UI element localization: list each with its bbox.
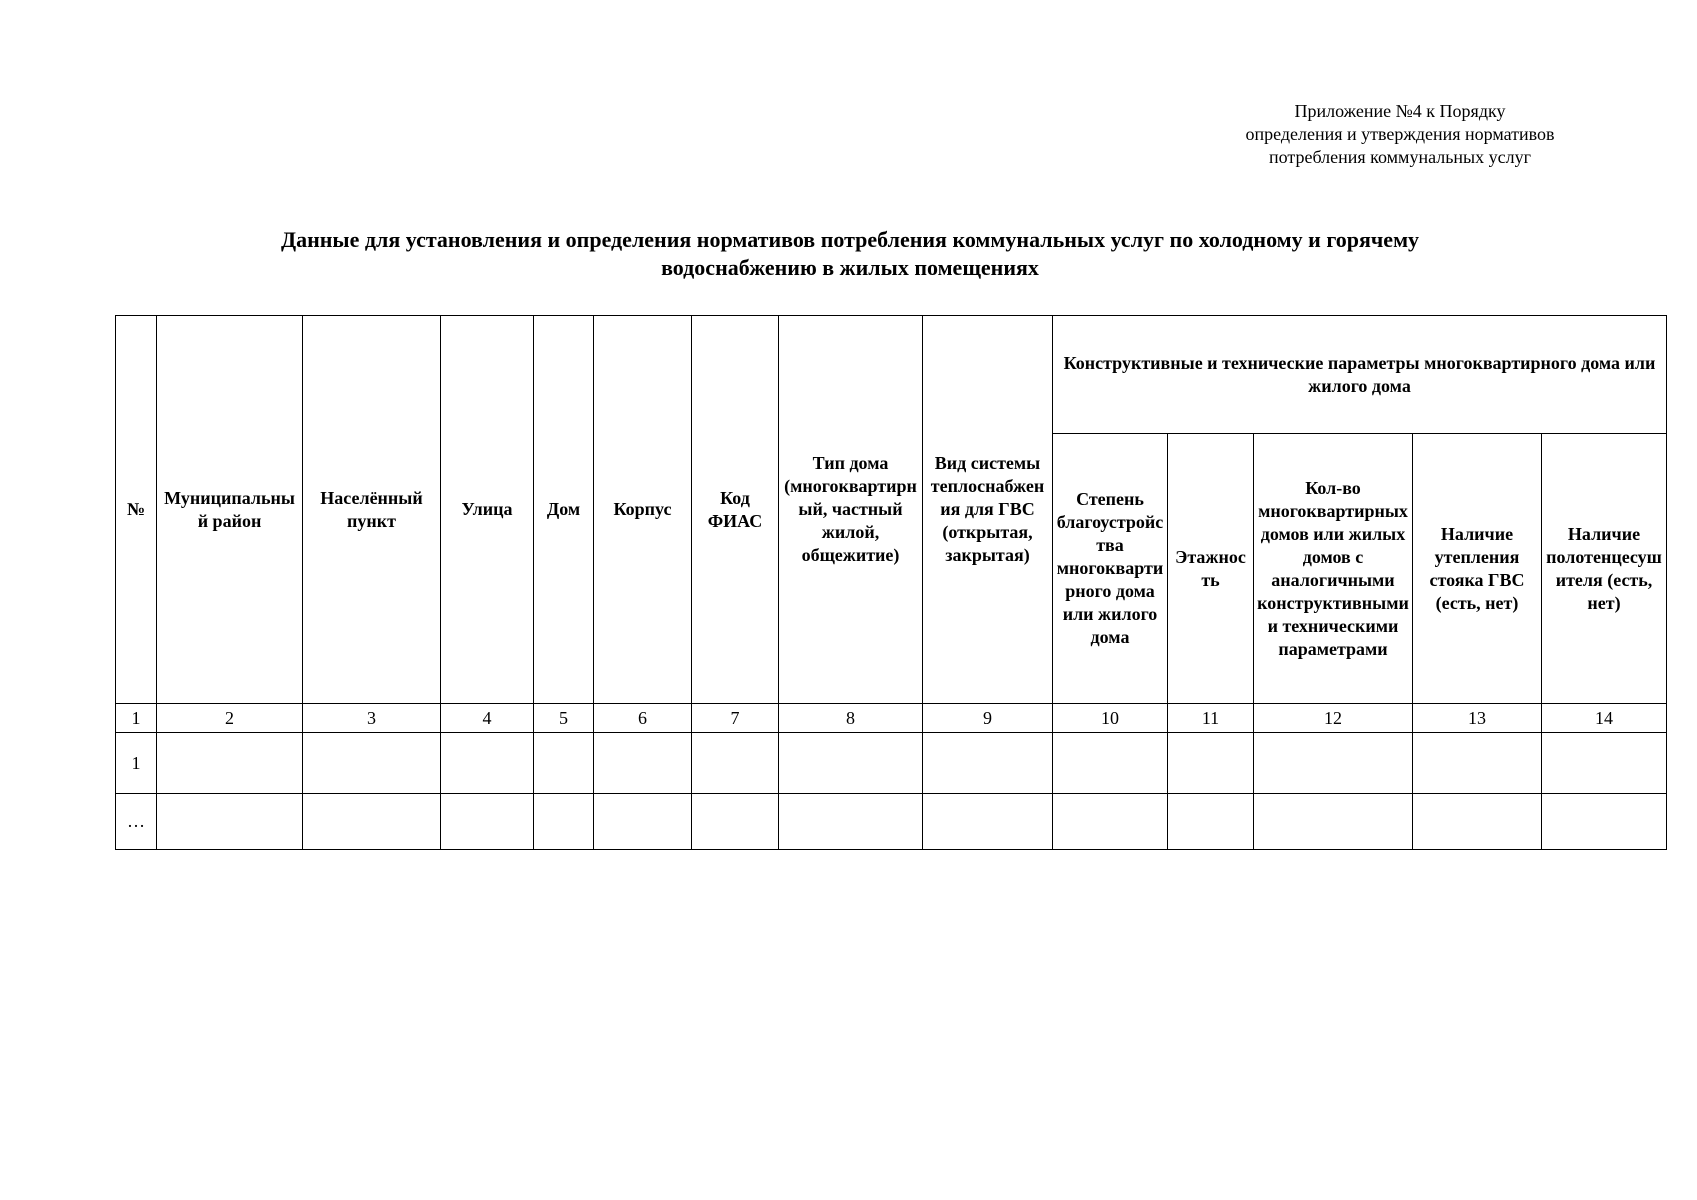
appendix-line: определения и утверждения нормативов bbox=[1245, 124, 1555, 144]
table-cell bbox=[1168, 794, 1254, 850]
table-cell bbox=[779, 794, 923, 850]
appendix-line: Приложение №4 к Порядку bbox=[1294, 101, 1506, 121]
table-cell bbox=[303, 794, 441, 850]
appendix-line: потребления коммунальных услуг bbox=[1268, 147, 1532, 167]
table-cell bbox=[1053, 794, 1168, 850]
table-cell bbox=[441, 733, 534, 794]
column-number-cell: 6 bbox=[594, 704, 692, 733]
table-cell: … bbox=[116, 794, 157, 850]
column-number-row bbox=[116, 704, 1667, 733]
table-cell bbox=[1542, 794, 1667, 850]
column-header-house-type: Тип дома (многоквартирный, частный жилой, общежитие) bbox=[779, 316, 923, 704]
column-header-towel-dryer: Наличие полотенцесушителя (есть, нет) bbox=[1542, 434, 1667, 704]
column-header-municipal-district: Муниципальный район bbox=[157, 316, 303, 704]
table-cell bbox=[157, 794, 303, 850]
table-cell bbox=[692, 794, 779, 850]
table-cell bbox=[692, 733, 779, 794]
column-number-cell: 9 bbox=[923, 704, 1053, 733]
table-cell bbox=[1542, 733, 1667, 794]
column-number-cell: 10 bbox=[1053, 704, 1168, 733]
column-number-cell: 12 bbox=[1254, 704, 1413, 733]
column-number-cell: 8 bbox=[779, 704, 923, 733]
data-table bbox=[115, 315, 1667, 850]
column-number-cell: 11 bbox=[1168, 704, 1254, 733]
table-cell bbox=[1254, 733, 1413, 794]
table-cell bbox=[594, 794, 692, 850]
table-cell bbox=[1168, 733, 1254, 794]
table-cell bbox=[594, 733, 692, 794]
column-header-number: № bbox=[116, 316, 157, 704]
table-row bbox=[116, 794, 1667, 850]
appendix-note bbox=[1180, 100, 1620, 169]
table-row bbox=[116, 733, 1667, 794]
column-number-cell: 13 bbox=[1413, 704, 1542, 733]
column-number-cell: 3 bbox=[303, 704, 441, 733]
column-header-similar-houses-count: Кол-во многоквартирных домов или жилых домов с аналогичными конструктивными и техническими параметрами bbox=[1254, 434, 1413, 704]
column-header-fias-code: Код ФИАС bbox=[692, 316, 779, 704]
table-cell bbox=[1053, 733, 1168, 794]
document-title-line: водоснабжению в жилых помещениях bbox=[661, 255, 1039, 280]
column-number-cell: 14 bbox=[1542, 704, 1667, 733]
column-header-heating-system: Вид системы теплоснабжения для ГВС (открытая, закрытая) bbox=[923, 316, 1053, 704]
table-cell bbox=[441, 794, 534, 850]
table-cell bbox=[1413, 733, 1542, 794]
table-cell bbox=[534, 794, 594, 850]
table-cell: 1 bbox=[116, 733, 157, 794]
table-cell bbox=[303, 733, 441, 794]
document-title bbox=[200, 226, 1500, 282]
group-header-building-parameters: Конструктивные и технические параметры многоквартирного дома или жилого дома bbox=[1053, 316, 1667, 434]
column-header-riser-insulation: Наличие утепления стояка ГВС (есть, нет) bbox=[1413, 434, 1542, 704]
document-title-line: Данные для установления и определения нормативов потребления коммунальных услуг по холодному и горячему bbox=[280, 227, 1420, 252]
column-number-cell: 5 bbox=[534, 704, 594, 733]
table-cell bbox=[534, 733, 594, 794]
table-cell bbox=[157, 733, 303, 794]
table-cell bbox=[923, 733, 1053, 794]
column-header-street: Улица bbox=[441, 316, 534, 704]
table-cell bbox=[779, 733, 923, 794]
table-cell bbox=[923, 794, 1053, 850]
column-header-improvement-degree: Степень благоустройства многоквартирного дома или жилого дома bbox=[1053, 434, 1168, 704]
table-cell bbox=[1254, 794, 1413, 850]
column-number-cell: 2 bbox=[157, 704, 303, 733]
column-number-cell: 4 bbox=[441, 704, 534, 733]
column-header-locality: Населённый пункт bbox=[303, 316, 441, 704]
column-number-cell: 7 bbox=[692, 704, 779, 733]
column-header-building: Корпус bbox=[594, 316, 692, 704]
column-header-house: Дом bbox=[534, 316, 594, 704]
table-cell bbox=[1413, 794, 1542, 850]
column-header-floors: Этажность bbox=[1168, 434, 1254, 704]
column-number-cell: 1 bbox=[116, 704, 157, 733]
